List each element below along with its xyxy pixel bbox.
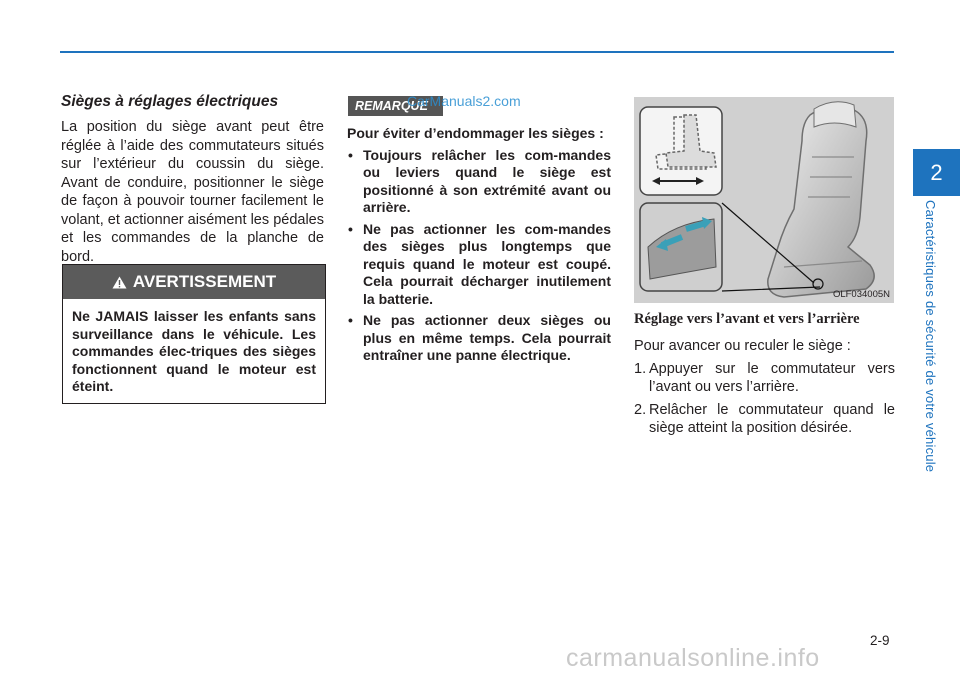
top-rule (60, 51, 894, 53)
bottom-watermark: carmanualsonline.info (566, 644, 820, 672)
warning-header (63, 265, 325, 299)
step-item (634, 401, 895, 438)
section-paragraph: La position du siège avant peut être réglée à l’aide des commutateurs situés sur l’extérieur du coussin du siège. Avant de conduire, positionner le siège de façon à pouvoir tourner facilement le volant, et actionner aisément les pédales et les commandes de la planche de bord. (61, 119, 324, 265)
step-text: Relâcher le commutateur quand le siège atteint la position désirée. (649, 401, 895, 436)
watermark-link[interactable]: CarManuals2.com (407, 93, 521, 109)
step-text: Appuyer sur le commutateur vers l’avant ou vers l’arrière. (649, 360, 895, 395)
seat-illustration (634, 97, 894, 303)
remarque-intro: Pour éviter d’endommager les sièges : (347, 125, 604, 141)
seat-drawing (634, 97, 894, 303)
warning-title: AVERTISSEMENT (132, 272, 277, 291)
remarque-bullet: • Ne pas actionner deux sièges ou plus en même temps. Cela pourrait entraîner une panne électrique. (347, 312, 611, 365)
remarque-body (347, 125, 611, 369)
adjust-intro: Pour avancer ou reculer le siège : (634, 338, 851, 354)
step-number: 2. (634, 401, 647, 418)
chapter-title-vertical (922, 200, 942, 505)
chapter-title: Caractéristiques de sécurité de votre véhicule (923, 200, 938, 473)
chapter-number-tab: 2 (913, 149, 960, 196)
remarque-bullet: • Ne pas actionner les com-mandes des sièges plus longtemps que requis quand le moteur est coupé. Cela pourrait décharger inutilement la batterie. (347, 221, 611, 309)
figure-caption: OLF034005N (832, 289, 890, 300)
warning-triangle-icon (112, 276, 127, 289)
column-adjust (634, 311, 895, 442)
adjust-heading: Réglage vers l’avant et vers l’arrière (634, 311, 860, 327)
column-intro (61, 93, 324, 266)
page-number: 2-9 (870, 633, 890, 648)
section-heading: Sièges à réglages électriques (61, 93, 279, 110)
step-number: 1. (634, 360, 647, 377)
step-item (634, 360, 895, 397)
remarque-bullet: • Toujours relâcher les com-mandes ou leviers quand le siège est positionné à son extrémité avant ou arrière. (347, 147, 611, 217)
remarque-tag: REMARQUE (348, 96, 443, 116)
warning-text: Ne JAMAIS laisser les enfants sans surveillance dans le véhicule. Les commandes élec-triques des sièges fonctionnent quand le moteur est éteint. (72, 308, 316, 394)
warning-box (62, 264, 326, 404)
